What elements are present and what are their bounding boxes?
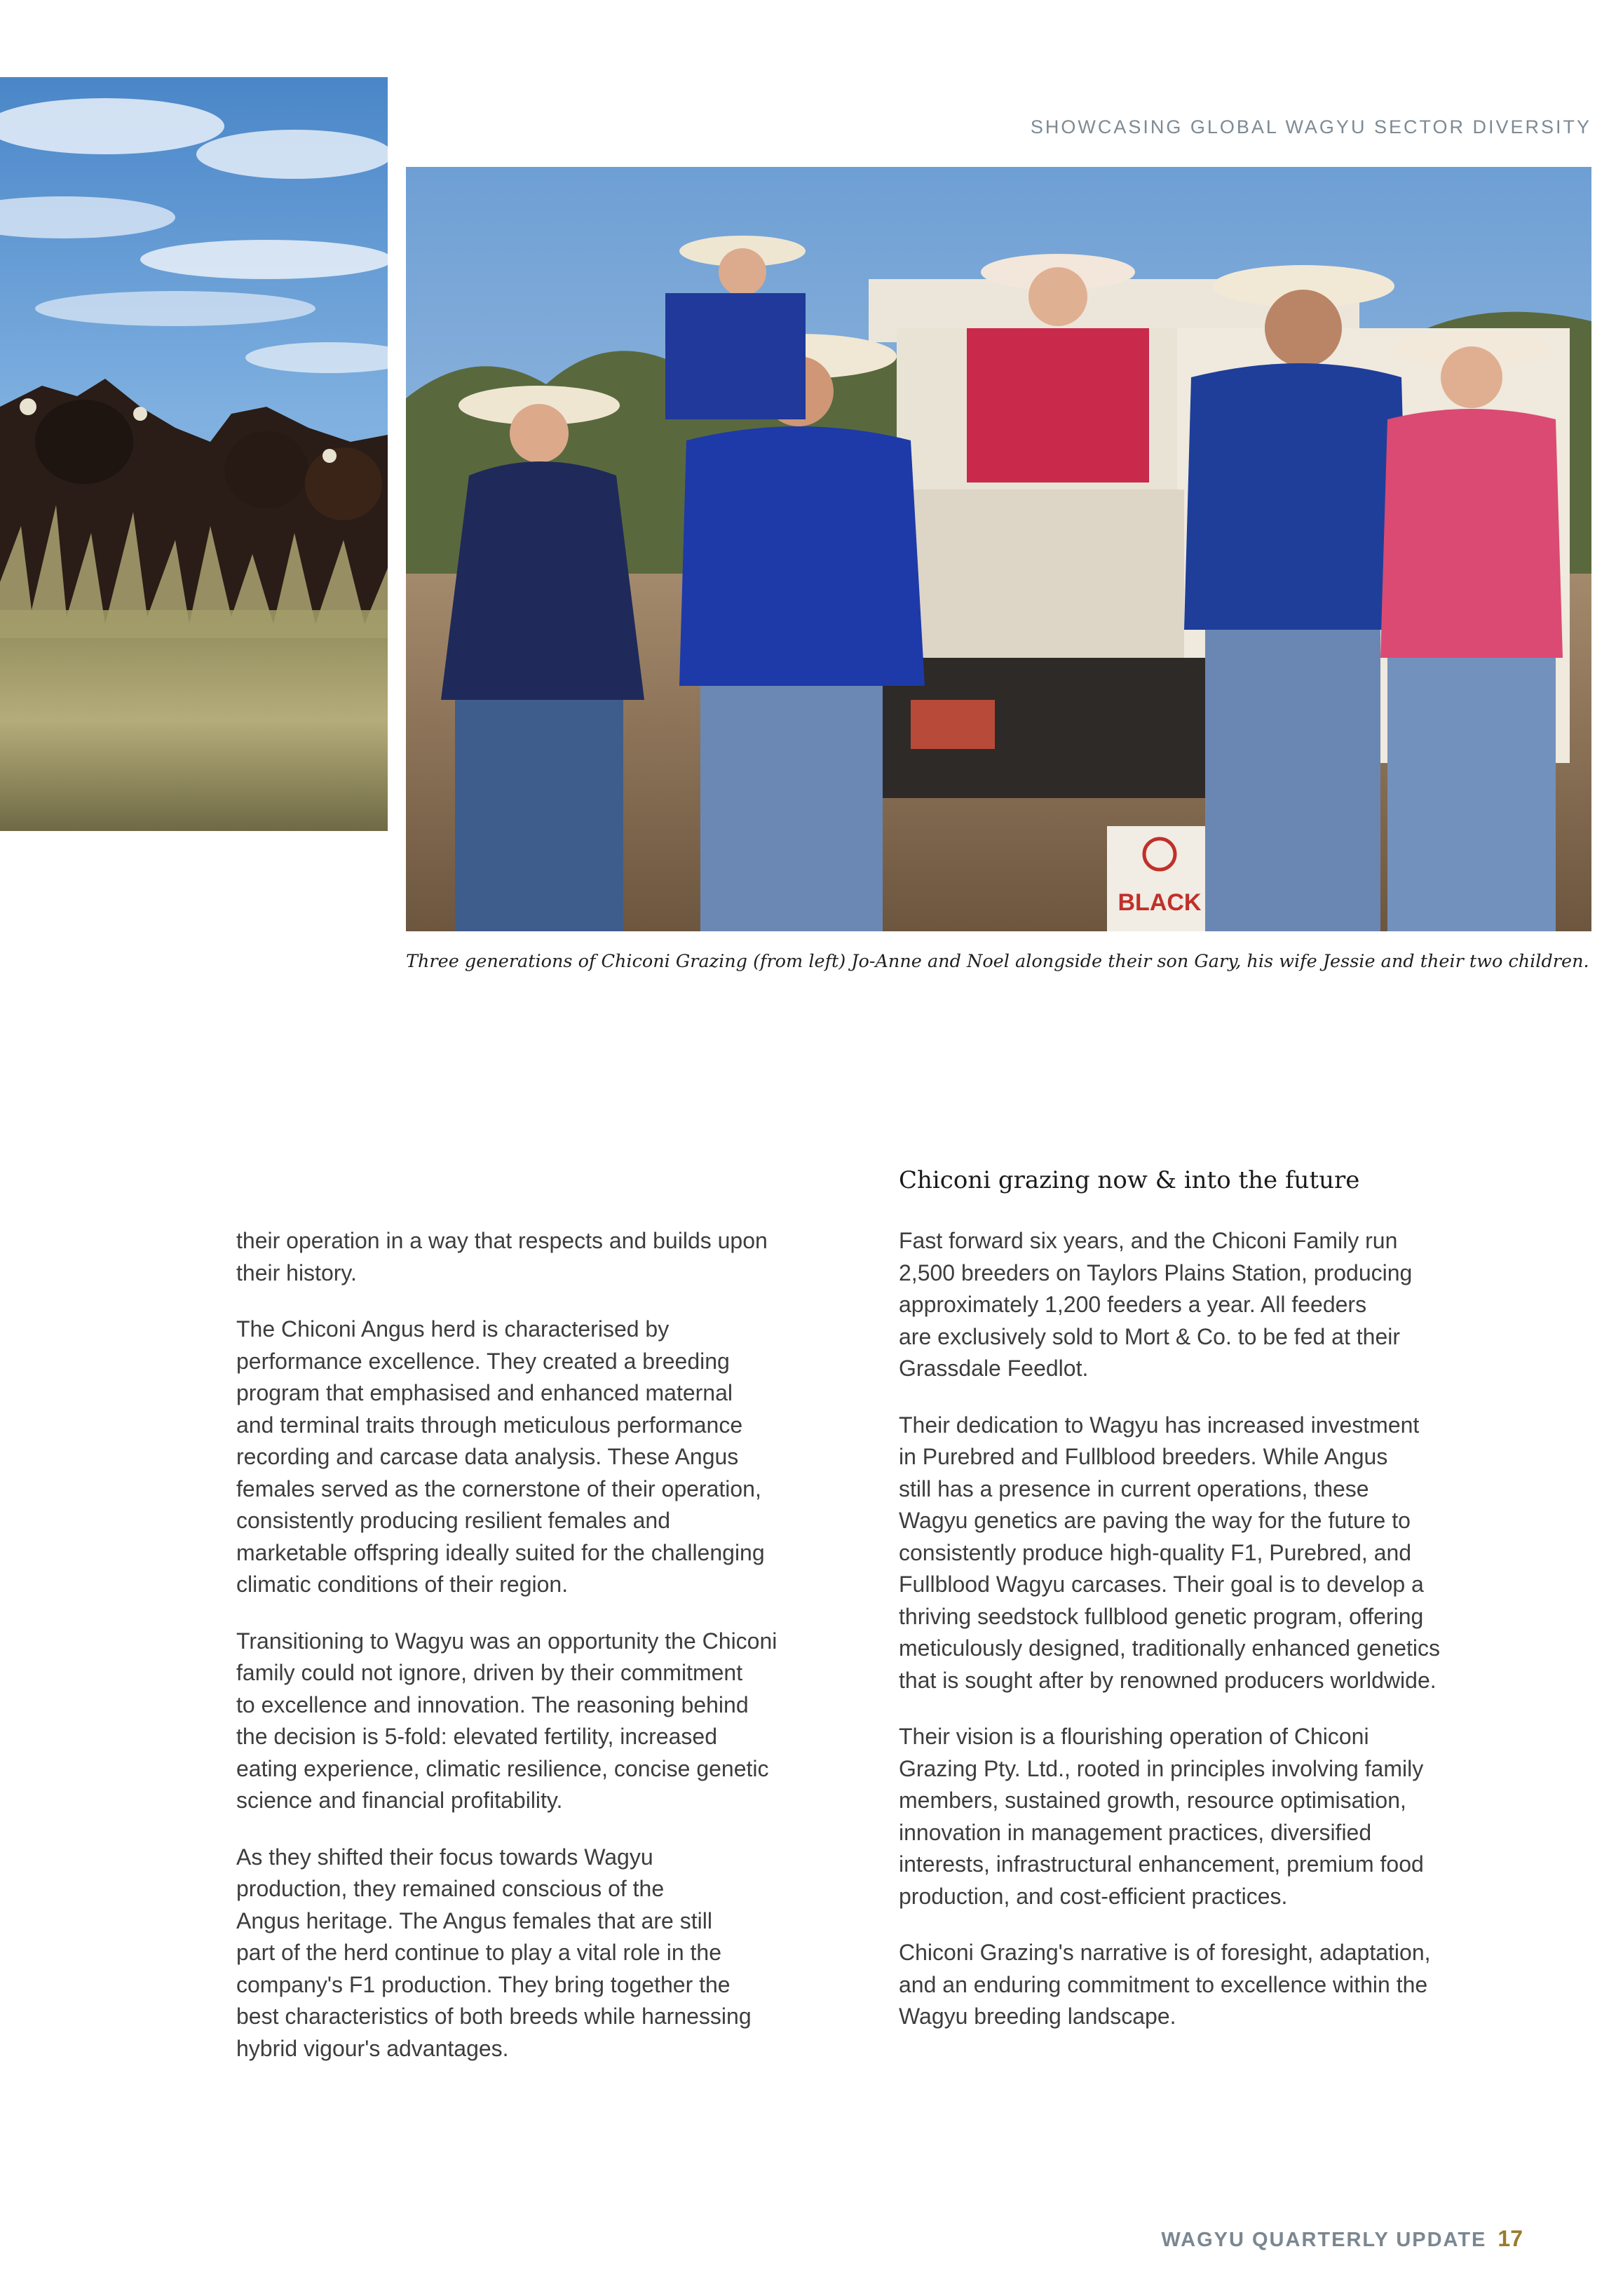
right-paragraph-2: Their dedication to Wagyu has increased investment in Purebred and Fullblood breeders. While Angus still has a presence in current operations, these Wagyu genetics are paving the way for the future to consistently produce high-quality F1, Purebred, and Fullblood Wagyu carcases. Their goal is to develop a thriving seedstock fullblood genetic program, offering meticulously designed, traditionally enhanced genetics that is sought after by renowned producers worldwide.	[899, 1412, 1441, 1693]
cattle-photo	[0, 77, 388, 831]
section-heading: Chiconi grazing now & into the future	[899, 1166, 1360, 1194]
left-paragraph-1: their operation in a way that respects and builds upon their history.	[236, 1228, 768, 1285]
section-tag: SHOWCASING GLOBAL WAGYU SECTOR DIVERSITY	[1030, 116, 1591, 137]
right-paragraph-3: Their vision is a flourishing operation of Chiconi Grazing Pty. Ltd., rooted in principles involving family members, sustained growth, resource optimisation, innovation in management practices, diversified interests, infrastructural enhancement, premium food production, and cost-efficient practices.	[899, 1724, 1424, 1909]
left-paragraph-4: As they shifted their focus towards Wagyu production, they remained conscious of the Angus heritage. The Angus females that are still part of the herd continue to play a vital role in the company's F1 production. They bring together the best characteristics of both breeds while harnessing hybrid vigour's advantages.	[236, 1844, 752, 2061]
left-paragraph-2: The Chiconi Angus herd is characterised by performance excellence. They created a breeding program that emphasised and enhanced maternal and terminal traits through meticulous performance recording and carcase data analysis. These Angus females served as the cornerstone of their operation, consistently producing resilient females and marketable offspring ideally suited for the challenging climatic conditions of their region.	[236, 1316, 765, 1597]
left-paragraph-3: Transitioning to Wagyu was an opportunity the Chiconi family could not ignore, driven by their commitment to excellence and innovation. The reasoning behind the decision is 5-fold: elevated fertility, increased eating experience, climatic resilience, concise genetic science and financial profitability.	[236, 1628, 777, 1813]
left-column	[236, 1225, 853, 2089]
publication-title: WAGYU QUARTERLY UPDATE	[1161, 2229, 1487, 2251]
right-paragraph-1: Fast forward six years, and the Chiconi Family run 2,500 breeders on Taylors Plains Station, producing approximately 1,200 feeders a year. All feeders are exclusively sold to Mort & Co. to be fed at their Grassdale Feedlot.	[899, 1228, 1413, 1381]
photo-caption: Three generations of Chiconi Grazing (from left) Jo-Anne and Noel alongside their son Gary, his wife Jessie and their two children.	[406, 951, 1589, 972]
page-number: 17	[1498, 2226, 1523, 2251]
number-plate-text: BLACK	[1118, 889, 1202, 916]
right-paragraph-4: Chiconi Grazing's narrative is of foresight, adaptation, and an enduring commitment to excellence within the Wagyu breeding landscape.	[899, 1940, 1431, 2029]
page-footer	[1161, 2226, 1523, 2252]
right-column	[899, 1225, 1530, 2058]
family-photo	[406, 167, 1591, 931]
